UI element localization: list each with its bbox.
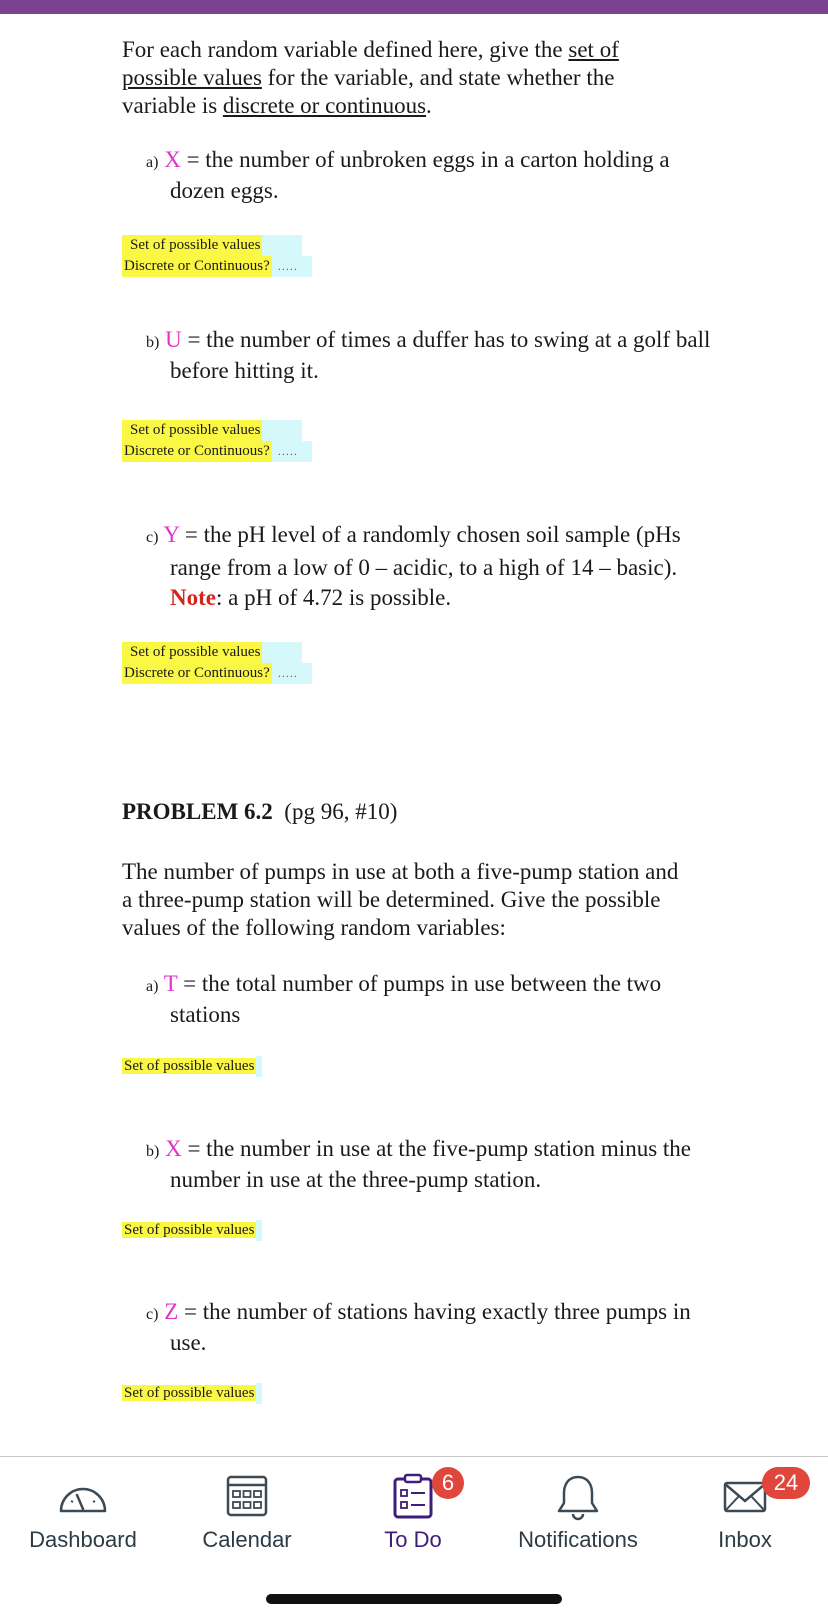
variable-x: X <box>165 1136 182 1161</box>
variable-x: X <box>164 147 181 172</box>
pump-item-c: c) Z = the number of stations having exactly three pumps in use. <box>146 1299 691 1355</box>
answer-field-set[interactable] <box>256 1056 262 1077</box>
pump-item-b: b) X = the number in use at the five-pump station minus the number in use at the three-pump station. <box>146 1136 691 1192</box>
question-item-a: a) X = the number of unbroken eggs in a carton holding a dozen eggs. <box>146 147 670 203</box>
answer-placeholder-dots[interactable]: ..... <box>277 259 298 273</box>
top-accent-bar <box>0 0 828 14</box>
question-item-c: c) Y = the pH level of a randomly chosen soil sample (pHs range from a low of 0 – acidic, to a high of 14 – basic). Note: a pH of 4.72 is possible. <box>146 522 681 610</box>
bottom-tab-bar <box>0 1456 828 1623</box>
answer-placeholder-dots[interactable]: ..... <box>277 666 298 680</box>
problem-intro: The number of pumps in use at both a five-pump station and a three-pump station will be determined. Give the possible values of the following random variables: <box>122 859 679 940</box>
bell-icon <box>548 1471 608 1521</box>
pump-item-a: a) T = the total number of pumps in use between the two stations <box>146 971 662 1027</box>
answer-field-set[interactable] <box>262 235 302 256</box>
dashboard-icon <box>53 1471 113 1521</box>
answer-field-set[interactable] <box>256 1383 262 1404</box>
instructions-paragraph: For each random variable defined here, give the set of possible values for the variable, and state whether the variable is discrete or continuous. <box>122 37 619 118</box>
answer-field-set[interactable] <box>262 642 302 663</box>
tab-notifications[interactable]: Notifications <box>503 1457 653 1567</box>
variable-z: Z <box>164 1299 179 1324</box>
question-item-b: b) U = the number of times a duffer has to swing at a golf ball before hitting it. <box>146 327 711 383</box>
tab-dashboard[interactable]: Dashboard <box>8 1457 158 1567</box>
tab-inbox[interactable]: 24 Inbox <box>670 1457 820 1567</box>
answer-box-pump-b[interactable]: Set of possible values <box>122 1220 262 1241</box>
answer-box-pump-c[interactable]: Set of possible values <box>122 1383 262 1404</box>
calendar-icon <box>217 1471 277 1521</box>
tab-todo[interactable]: 6 To Do <box>338 1457 488 1567</box>
inbox-badge: 24 <box>762 1467 810 1499</box>
set-of-values-underlined: set of possible values <box>122 37 619 90</box>
answer-box-a[interactable]: Set of possible values Discrete or Continuous? ..... <box>122 235 312 277</box>
answer-field-set[interactable] <box>256 1220 262 1241</box>
problem-heading: PROBLEM 6.2 (pg 96, #10) <box>122 799 398 824</box>
variable-y: Y <box>163 522 180 547</box>
discrete-continuous-underlined: discrete or continuous <box>222 93 427 118</box>
answer-box-b[interactable]: Set of possible values Discrete or Continuous? ..... <box>122 420 312 462</box>
variable-u: U <box>165 327 182 352</box>
variable-t: T <box>163 971 178 996</box>
note-label: Note <box>170 585 216 610</box>
answer-box-c[interactable]: Set of possible values Discrete or Continuous? ..... <box>122 642 312 684</box>
todo-badge: 6 <box>432 1467 464 1499</box>
answer-field-set[interactable] <box>262 420 302 441</box>
home-indicator[interactable] <box>266 1594 562 1604</box>
answer-box-pump-a[interactable]: Set of possible values <box>122 1056 262 1077</box>
answer-placeholder-dots[interactable]: ..... <box>277 444 298 458</box>
tab-calendar[interactable]: Calendar <box>172 1457 322 1567</box>
